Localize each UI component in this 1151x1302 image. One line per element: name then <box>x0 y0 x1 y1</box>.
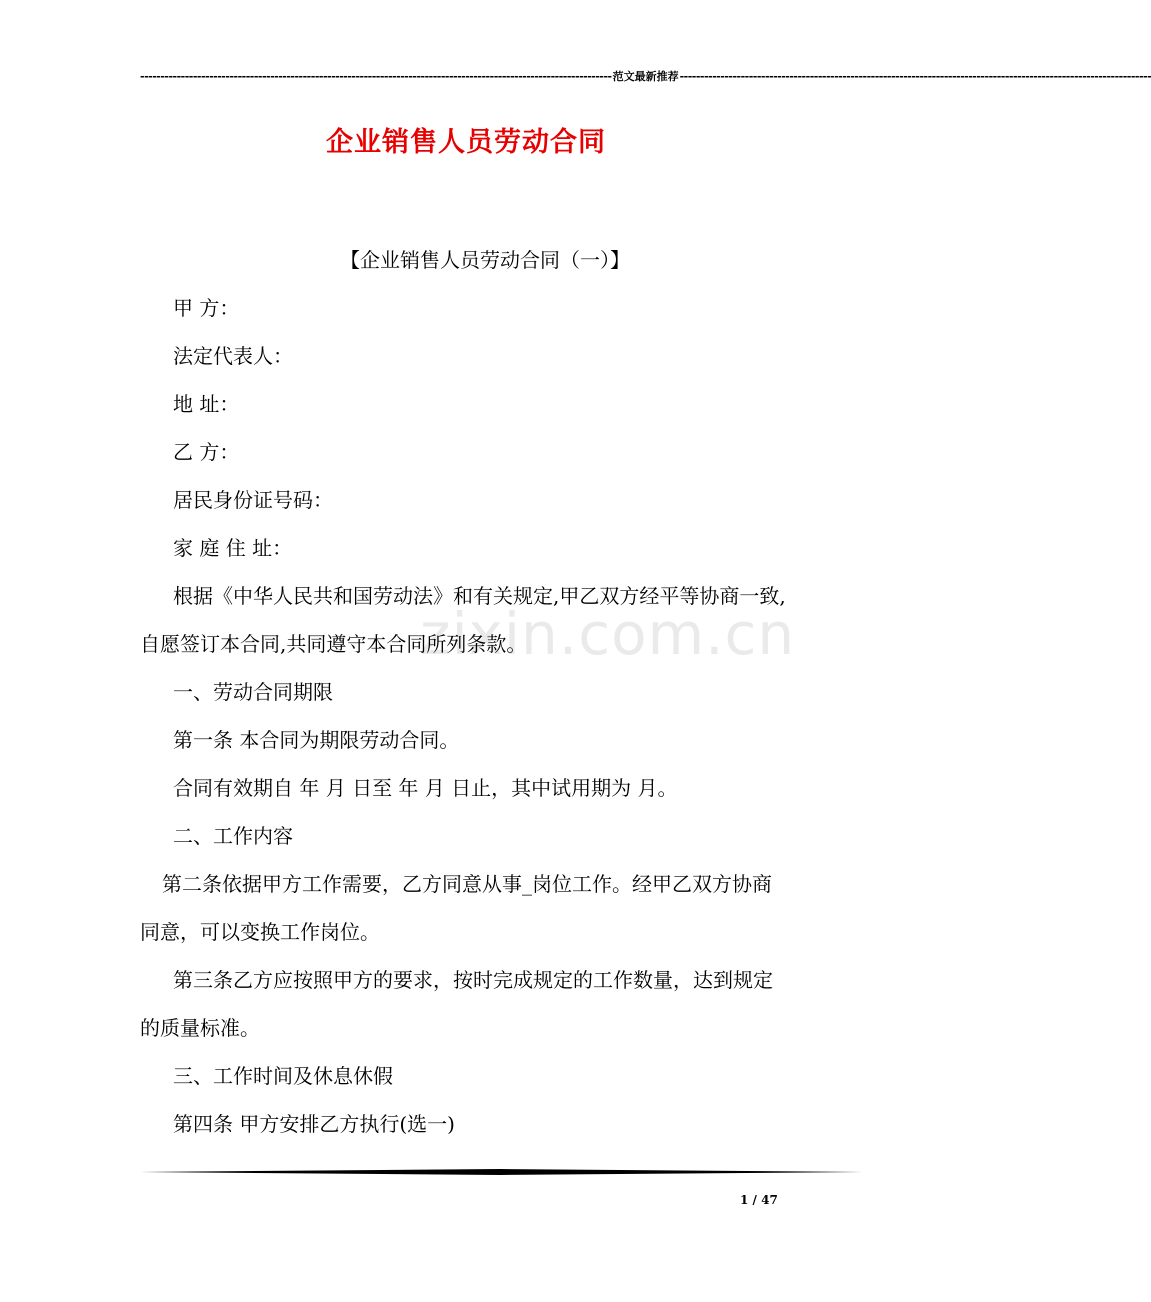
footer-divider <box>140 1166 863 1178</box>
section-heading: 【企业销售人员劳动合同（一）】 <box>340 248 630 272</box>
page-number: 1 / 47 <box>740 1193 778 1207</box>
party-b-line: 乙 方： <box>173 440 240 464</box>
article1-paragraph: 第一条 本合同为期限劳动合同。 <box>173 728 460 752</box>
document-title: 企业销售人员劳动合同 <box>326 127 606 158</box>
home-address-line: 家 庭 住 址： <box>173 536 293 560</box>
section2-heading: 二、工作内容 <box>173 824 293 848</box>
preamble-paragraph: 根据《中华人民共和国劳动法》和有关规定,甲乙双方经平等协商一致,自愿签订本合同,共同遵守本合同所列条款。 <box>140 584 786 656</box>
article3-paragraph: 第三条乙方应按照甲方的要求，按时完成规定的工作数量，达到规定的质量标准。 <box>140 968 773 1040</box>
document-body <box>140 236 790 1148</box>
article1-period-paragraph: 合同有效期自 年 月 日至 年 月 日止，其中试用期为 月。 <box>173 776 678 800</box>
id-number-line: 居民身份证号码： <box>173 488 333 512</box>
section1-heading: 一、劳动合同期限 <box>173 680 333 704</box>
address-line: 地 址： <box>173 392 240 416</box>
section3-heading: 三、工作时间及休息休假 <box>173 1064 393 1088</box>
article2-paragraph: 第二条依据甲方工作需要，乙方同意从事_岗位工作。经甲乙双方协商同意，可以变换工作岗位。 <box>140 872 772 944</box>
header-text: 范文最新推荐 <box>612 70 679 83</box>
party-a-line: 甲 方： <box>173 296 240 320</box>
header-dashes-left: -------------------------------------------------------------------------------------------------------------------- <box>140 69 612 83</box>
legal-rep-line: 法定代表人： <box>173 344 293 368</box>
watermark-text: zixin.com.cn <box>420 600 796 668</box>
header-dashes-right: -------------------------------------------------------------------------------------------------------------------- <box>679 69 1151 83</box>
article4-paragraph: 第四条 甲方安排乙方执行(选一) <box>173 1112 455 1136</box>
page-header <box>140 68 1151 84</box>
